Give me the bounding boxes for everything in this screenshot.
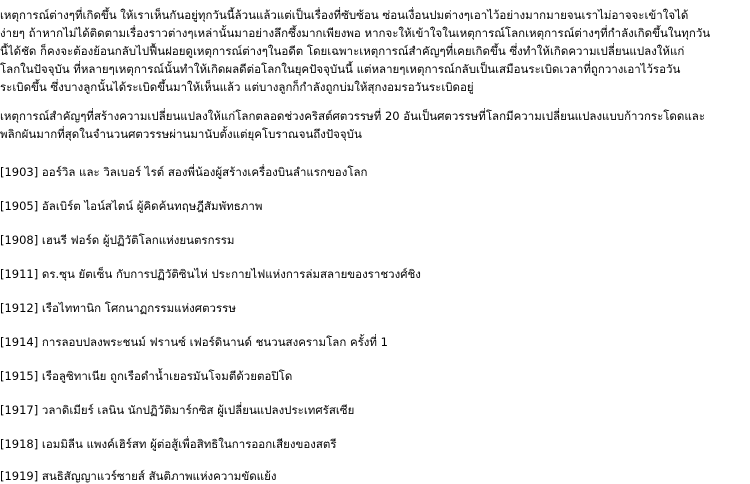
event-item: [1911] ดร.ซุน ยัตเซ็น กับการปฏิวัติซินไห่ ประกายไฟแห่งการล่มสลายของราชวงศ์ชิง	[0, 267, 421, 281]
event-item: [1908] เฮนรี ฟอร์ด ผู้ปฏิวัติโลกแห่งยนตรกรรม	[0, 233, 235, 247]
second-paragraph-line: เหตุการณ์สำคัญๆที่สร้างความเปลี่ยนแปลงให้แก่โลกตลอดช่วงคริสต์ศตวรรษที่ 20 อันเป็นศตวรรษที่โลกมีความเปลี่ยนแปลงแบบก้าวกระโดดและ	[0, 109, 706, 123]
intro-line: ง่ายๆ ถ้าหากไม่ได้ติดตามเรื่องราวต่างๆเหล่านั้นมาอย่างลึกซึ้งมากเพียงพอ หากจะให้เข้าใจในเหตุการณ์โลกเหตุการณ์ต่างๆที่กำลังเกิดขึ้นในทุกวัน	[0, 26, 711, 40]
event-item: [1917] วลาดิเมียร์ เลนิน นักปฏิวัติมาร์กซิส ผู้เปลี่ยนแปลงประเทศรัสเซีย	[0, 403, 355, 417]
intro-line: เหตุการณ์ต่างๆที่เกิดขึ้น ให้เราเห็นกันอยู่ทุกวันนี้ล้วนแล้วแต่เป็นเรื่องที่ซับซ้อน ซ่อนเงื่อนปมต่างๆเอาไว้อย่างมากมายจนเราไม่อาจจะเข้าใจได้	[0, 8, 689, 22]
event-item: [1903] ออร์วิล และ วิลเบอร์ ไรต์ สองพี่น้องผู้สร้างเครื่องบินลำแรกของโลก	[0, 165, 368, 179]
event-item: [1912] เรือไททานิก โศกนาฏกรรมแห่งศตวรรษ	[0, 301, 236, 315]
second-paragraph-line: พลิกผันมากที่สุดในจำนวนศตวรรษผ่านมานับตั้งแต่ยุคโบราณจนถึงปัจจุบัน	[0, 127, 362, 141]
second-paragraph	[0, 107, 750, 143]
intro-paragraph	[0, 6, 750, 96]
intro-line: นี้ได้ชัด ก็คงจะต้องย้อนกลับไปฟื้นฝอยดูเหตุการณ์ต่างๆในอดีต โดยเฉพาะเหตุการณ์สำคัญๆที่เคยเกิดขึ้น ซึ่งทำให้เกิดความเปลี่ยนแปลงให้แก่	[0, 44, 685, 58]
event-item: [1919] สนธิสัญญาแวร์ซายส์ สันติภาพแห่งความขัดแย้ง	[0, 469, 277, 483]
event-item: [1915] เรือลูซิทาเนีย ถูกเรือดำน้ำเยอรมันโจมตีด้วยตอปิโด	[0, 369, 293, 383]
intro-line: โลกในปัจจุบัน ที่หลายๆเหตุการณ์นั้นทำให้เกิดผลดีต่อโลกในยุคปัจจุบันนี้ แต่หลายๆเหตุการณ์กลับเป็นเสมือนระเบิดเวลาที่ถูกวางเอาไว้รอวัน	[0, 62, 681, 76]
event-item: [1918] เอมมิลีน แพงค์เฮิร์สท ผู้ต่อสู้เพื่อสิทธิในการออกเสียงของสตรี	[0, 437, 337, 451]
event-item: [1914] การลอบปลงพระชนม์ ฟรานซ์ เฟอร์ดินานด์ ชนวนสงครามโลก ครั้งที่ 1	[0, 335, 388, 349]
event-item: [1905] อัลเบิร์ต ไอน์สไตน์ ผู้คิดค้นทฤษฎีสัมพัทธภาพ	[0, 199, 263, 213]
intro-line: ระเบิดขึ้น ซึ่งบางลูกนั้นได้ระเบิดขึ้นมาให้เห็นแล้ว แต่บางลูกก็กำลังถูกบ่มให้สุกงอมรอวันระเบิดอยู่	[0, 80, 474, 94]
